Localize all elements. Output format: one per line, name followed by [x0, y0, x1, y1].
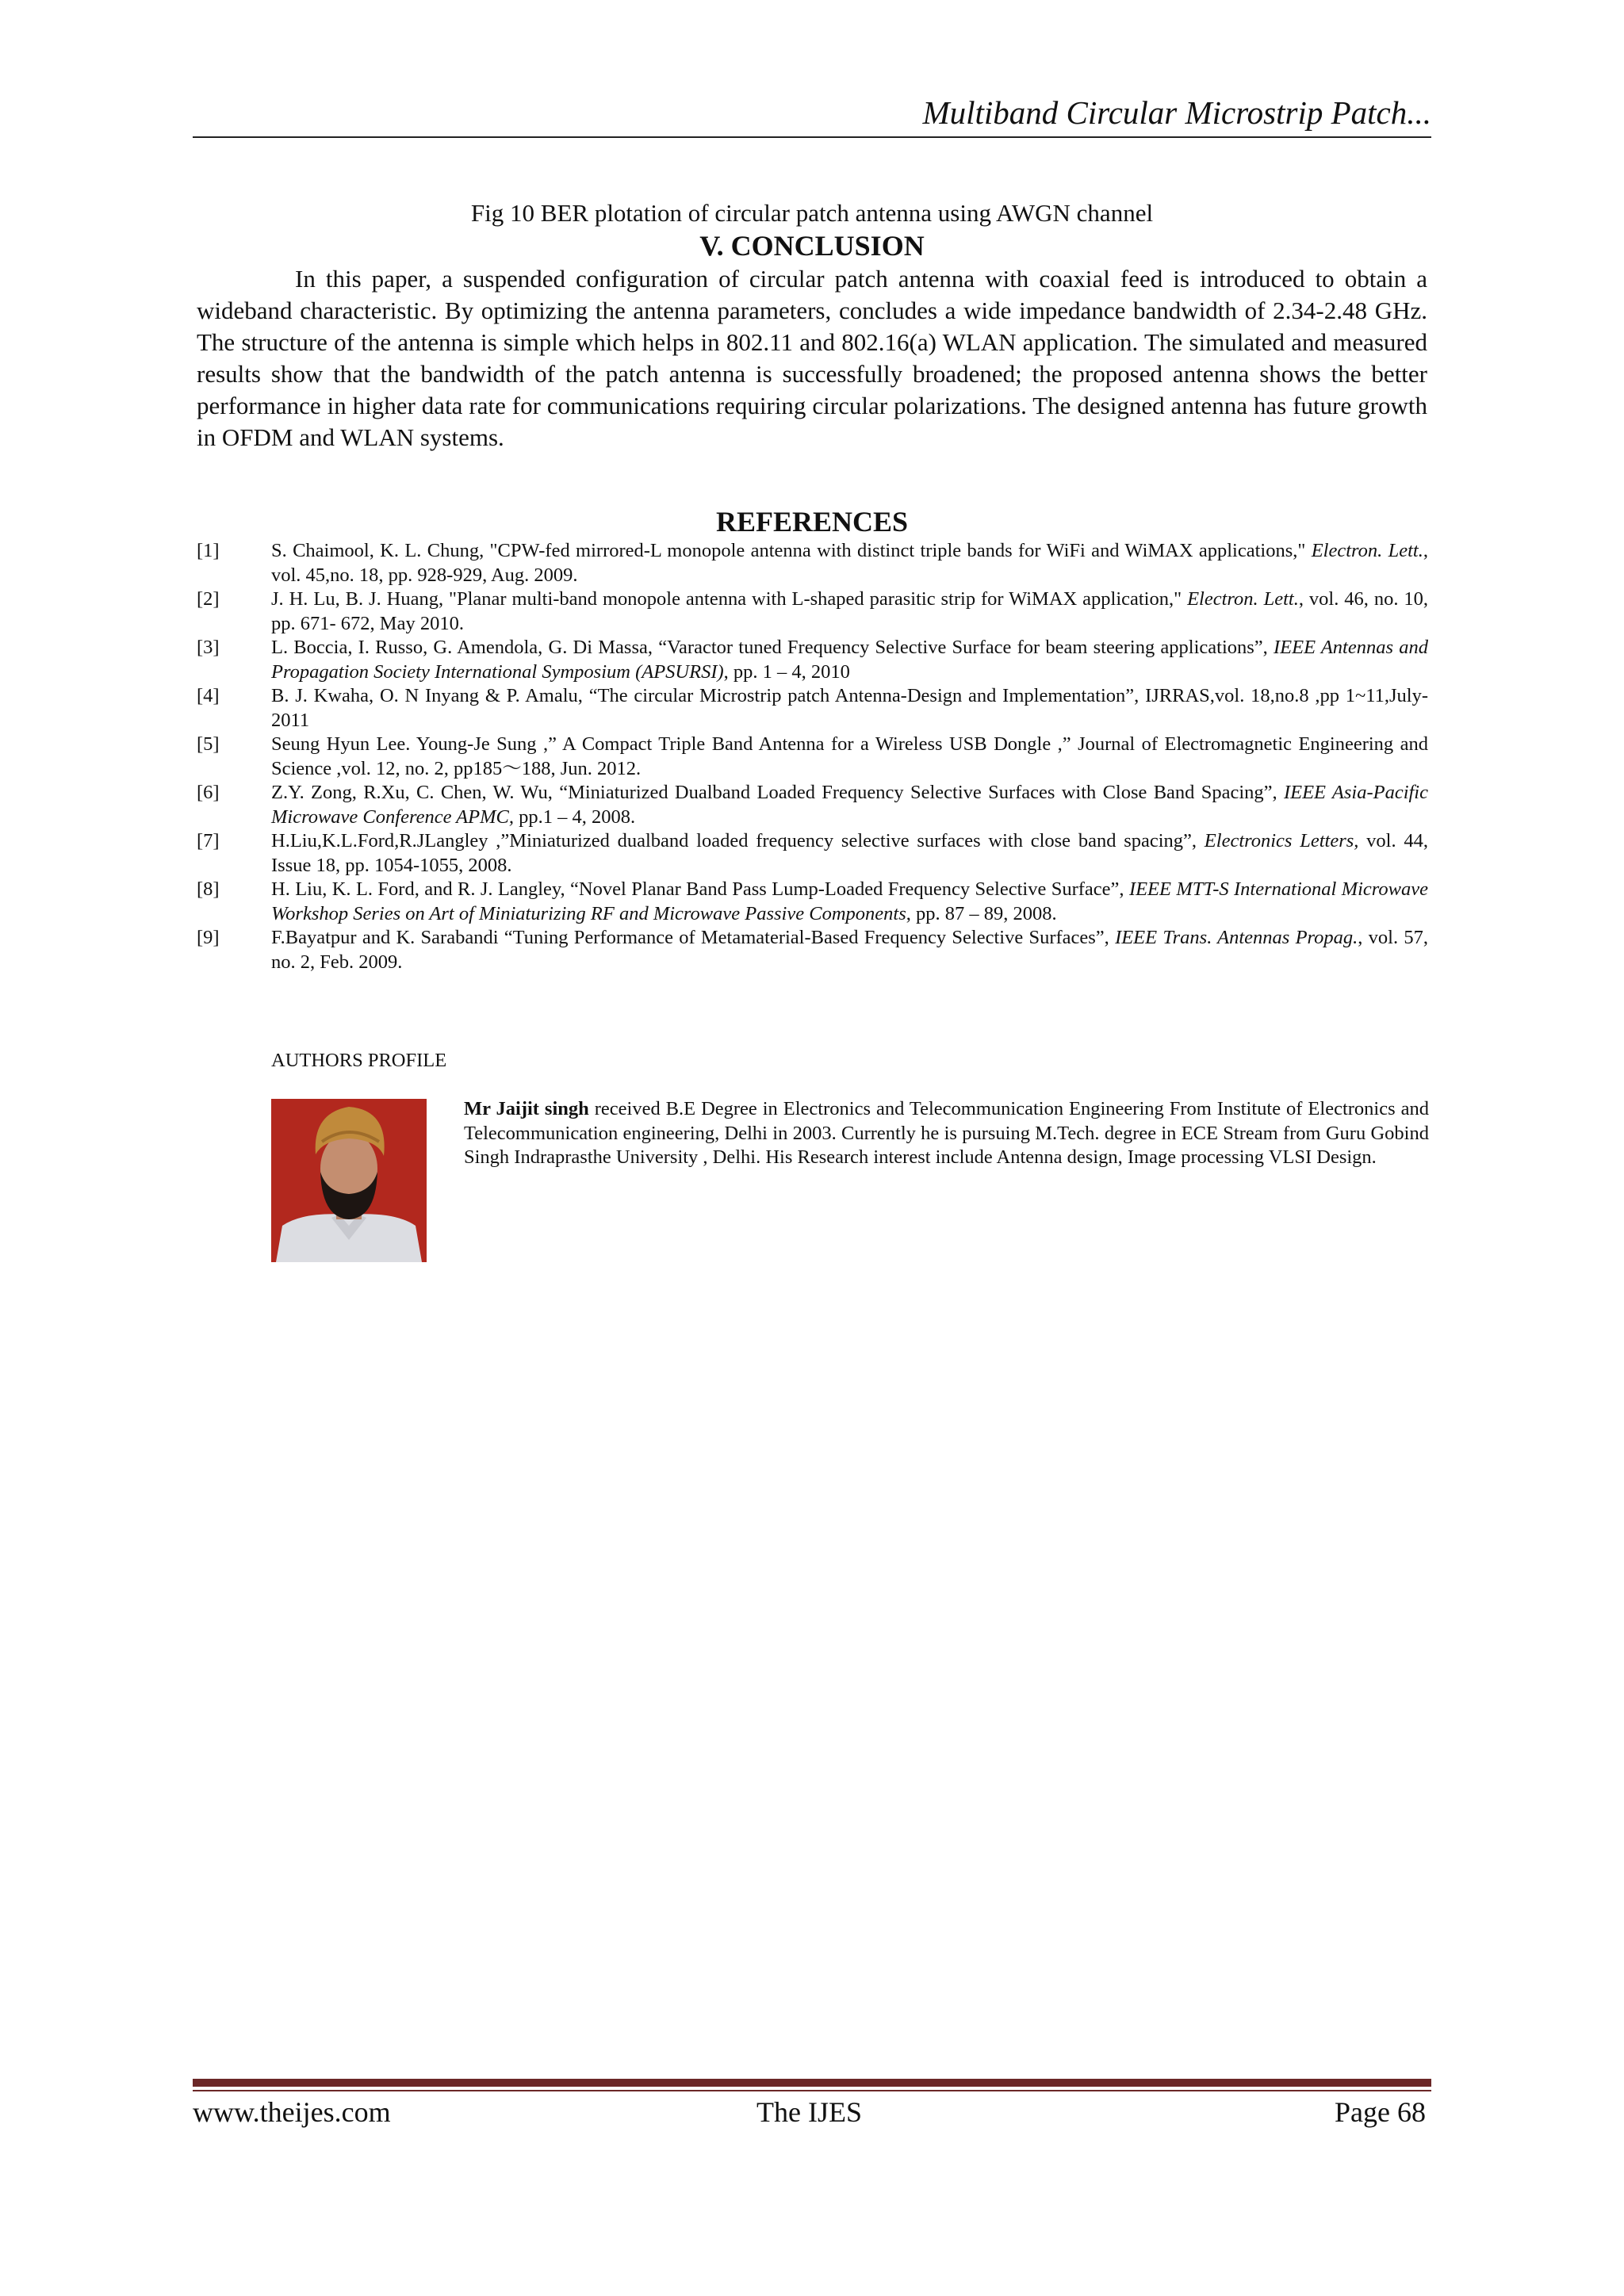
reference-number: [1]: [197, 540, 220, 561]
author-photo: [271, 1099, 427, 1262]
reference-number: [7]: [197, 830, 220, 851]
reference-number: [6]: [197, 782, 220, 803]
figure-caption: Fig 10 BER plotation of circular patch antenna using AWGN channel: [470, 199, 1154, 227]
conclusion-heading: V. CONCLUSION: [699, 230, 925, 262]
reference-item: [197, 829, 1428, 878]
conclusion-paragraph: In this paper, a suspended configuration of circular patch antenna with coaxial feed is introduced to obtain a wideband characteristic. By optimizing the antenna parameters, concludes a wide impedance bandwidth of 2.34-2.48 GHz. The structure of the antenna is simple which helps in 802.11 and 802.16(a) WLAN application. The simulated and measured results show that the bandwidth of the patch antenna is successfully broadened; the proposed antenna shows the better performance in higher data rate for communications requiring circular polarizations. The designed antenna has future growth in OFDM and WLAN systems.: [197, 265, 1427, 451]
reference-number: [3]: [197, 637, 220, 658]
reference-text: B. J. Kwaha, O. N Inyang & P. Amalu, “The circular Microstrip patch Antenna-Design and Implementation”, IJRRAS,vol. 18,no.8 ,pp 1~11,July-2011: [271, 685, 1428, 731]
reference-number: [2]: [197, 588, 220, 610]
page-footer: [193, 2093, 1426, 2133]
reference-text: F.Bayatpur and K. Sarabandi “Tuning Performance of Metamaterial-Based Frequency Selective Surfaces”, IEEE Trans. Antennas Propag., vol. 57, no. 2, Feb. 2009.: [271, 927, 1428, 973]
reference-text: Z.Y. Zong, R.Xu, C. Chen, W. Wu, “Miniaturized Dualband Loaded Frequency Selective Surfaces with Close Band Spacing”, IEEE Asia-Pacific Microwave Conference APMC, pp.1 – 4, 2008.: [271, 782, 1428, 828]
footer-journal: The IJES: [756, 2096, 862, 2128]
reference-item: [197, 539, 1428, 587]
footer-page-number: Page 68: [1335, 2096, 1426, 2128]
author-bio-text: received B.E Degree in Electronics and Telecommunication Engineering From Institute of Electronics and Telecommunication engineering, Delhi in 2003. Currently he is pursuing M.Tech. degree in ECE Stream from Guru Gobind Singh Indraprasthe University , Delhi. His Research interest include Antenna design, Image processing VLSI Design.: [464, 1098, 1429, 1168]
references-heading: REFERENCES: [715, 506, 909, 538]
author-bio: [464, 1097, 1429, 1170]
reference-number: [8]: [197, 878, 220, 900]
reference-text: Seung Hyun Lee. Young-Je Sung ,” A Compact Triple Band Antenna for a Wireless USB Dongle ,” Journal of Electromagnetic Engineering and Science ,vol. 12, no. 2, pp185～188, Jun. 2012.: [271, 733, 1428, 779]
reference-number: [5]: [197, 733, 220, 755]
reference-item: [197, 587, 1428, 636]
author-name: Mr Jaijit singh: [464, 1098, 589, 1119]
footer-rule: [193, 2079, 1431, 2087]
reference-text: H. Liu, K. L. Ford, and R. J. Langley, “Novel Planar Band Pass Lump-Loaded Frequency Selective Surface”, IEEE MTT-S International Microwave Workshop Series on Art of Miniaturizing RF and Microwave Passive Components, pp. 87 – 89, 2008.: [271, 878, 1429, 924]
footer-website: www.theijes.com: [193, 2096, 391, 2128]
reference-number: [4]: [197, 685, 220, 706]
reference-number: [9]: [197, 927, 220, 948]
running-header: Multiband Circular Microstrip Patch...: [922, 94, 1431, 131]
reference-item: [197, 684, 1428, 733]
reference-text: J. H. Lu, B. J. Huang, "Planar multi-band monopole antenna with L-shaped parasitic strip for WiMAX application," Electron. Lett., vol. 46, no. 10, pp. 671- 672, May 2010.: [271, 588, 1429, 634]
footer-rule-thin: [193, 2090, 1431, 2091]
reference-item: [197, 878, 1428, 926]
reference-text: H.Liu,K.L.Ford,R.JLangley ,”Miniaturized dualband loaded frequency selective surfaces with close band spacing”, Electronics Letters, vol. 44, Issue 18, pp. 1054-1055, 2008.: [271, 830, 1428, 876]
reference-item: [197, 733, 1428, 781]
reference-list: [197, 539, 1428, 974]
authors-profile-heading: AUTHORS PROFILE: [271, 1050, 447, 1071]
reference-item: [197, 926, 1428, 974]
reference-item: [197, 636, 1428, 684]
reference-text: S. Chaimool, K. L. Chung, "CPW-fed mirrored-L monopole antenna with distinct triple bands for WiFi and WiMAX applications," Electron. Lett., vol. 45,no. 18, pp. 928-929, Aug. 2009.: [271, 540, 1428, 586]
header-rule: [193, 136, 1431, 138]
reference-text: L. Boccia, I. Russo, G. Amendola, G. Di Massa, “Varactor tuned Frequency Selective Surface for beam steering applications”, IEEE Antennas and Propagation Society International Symposium (APSURSI), pp. 1 – 4, 2010: [271, 637, 1428, 683]
reference-item: [197, 781, 1428, 829]
